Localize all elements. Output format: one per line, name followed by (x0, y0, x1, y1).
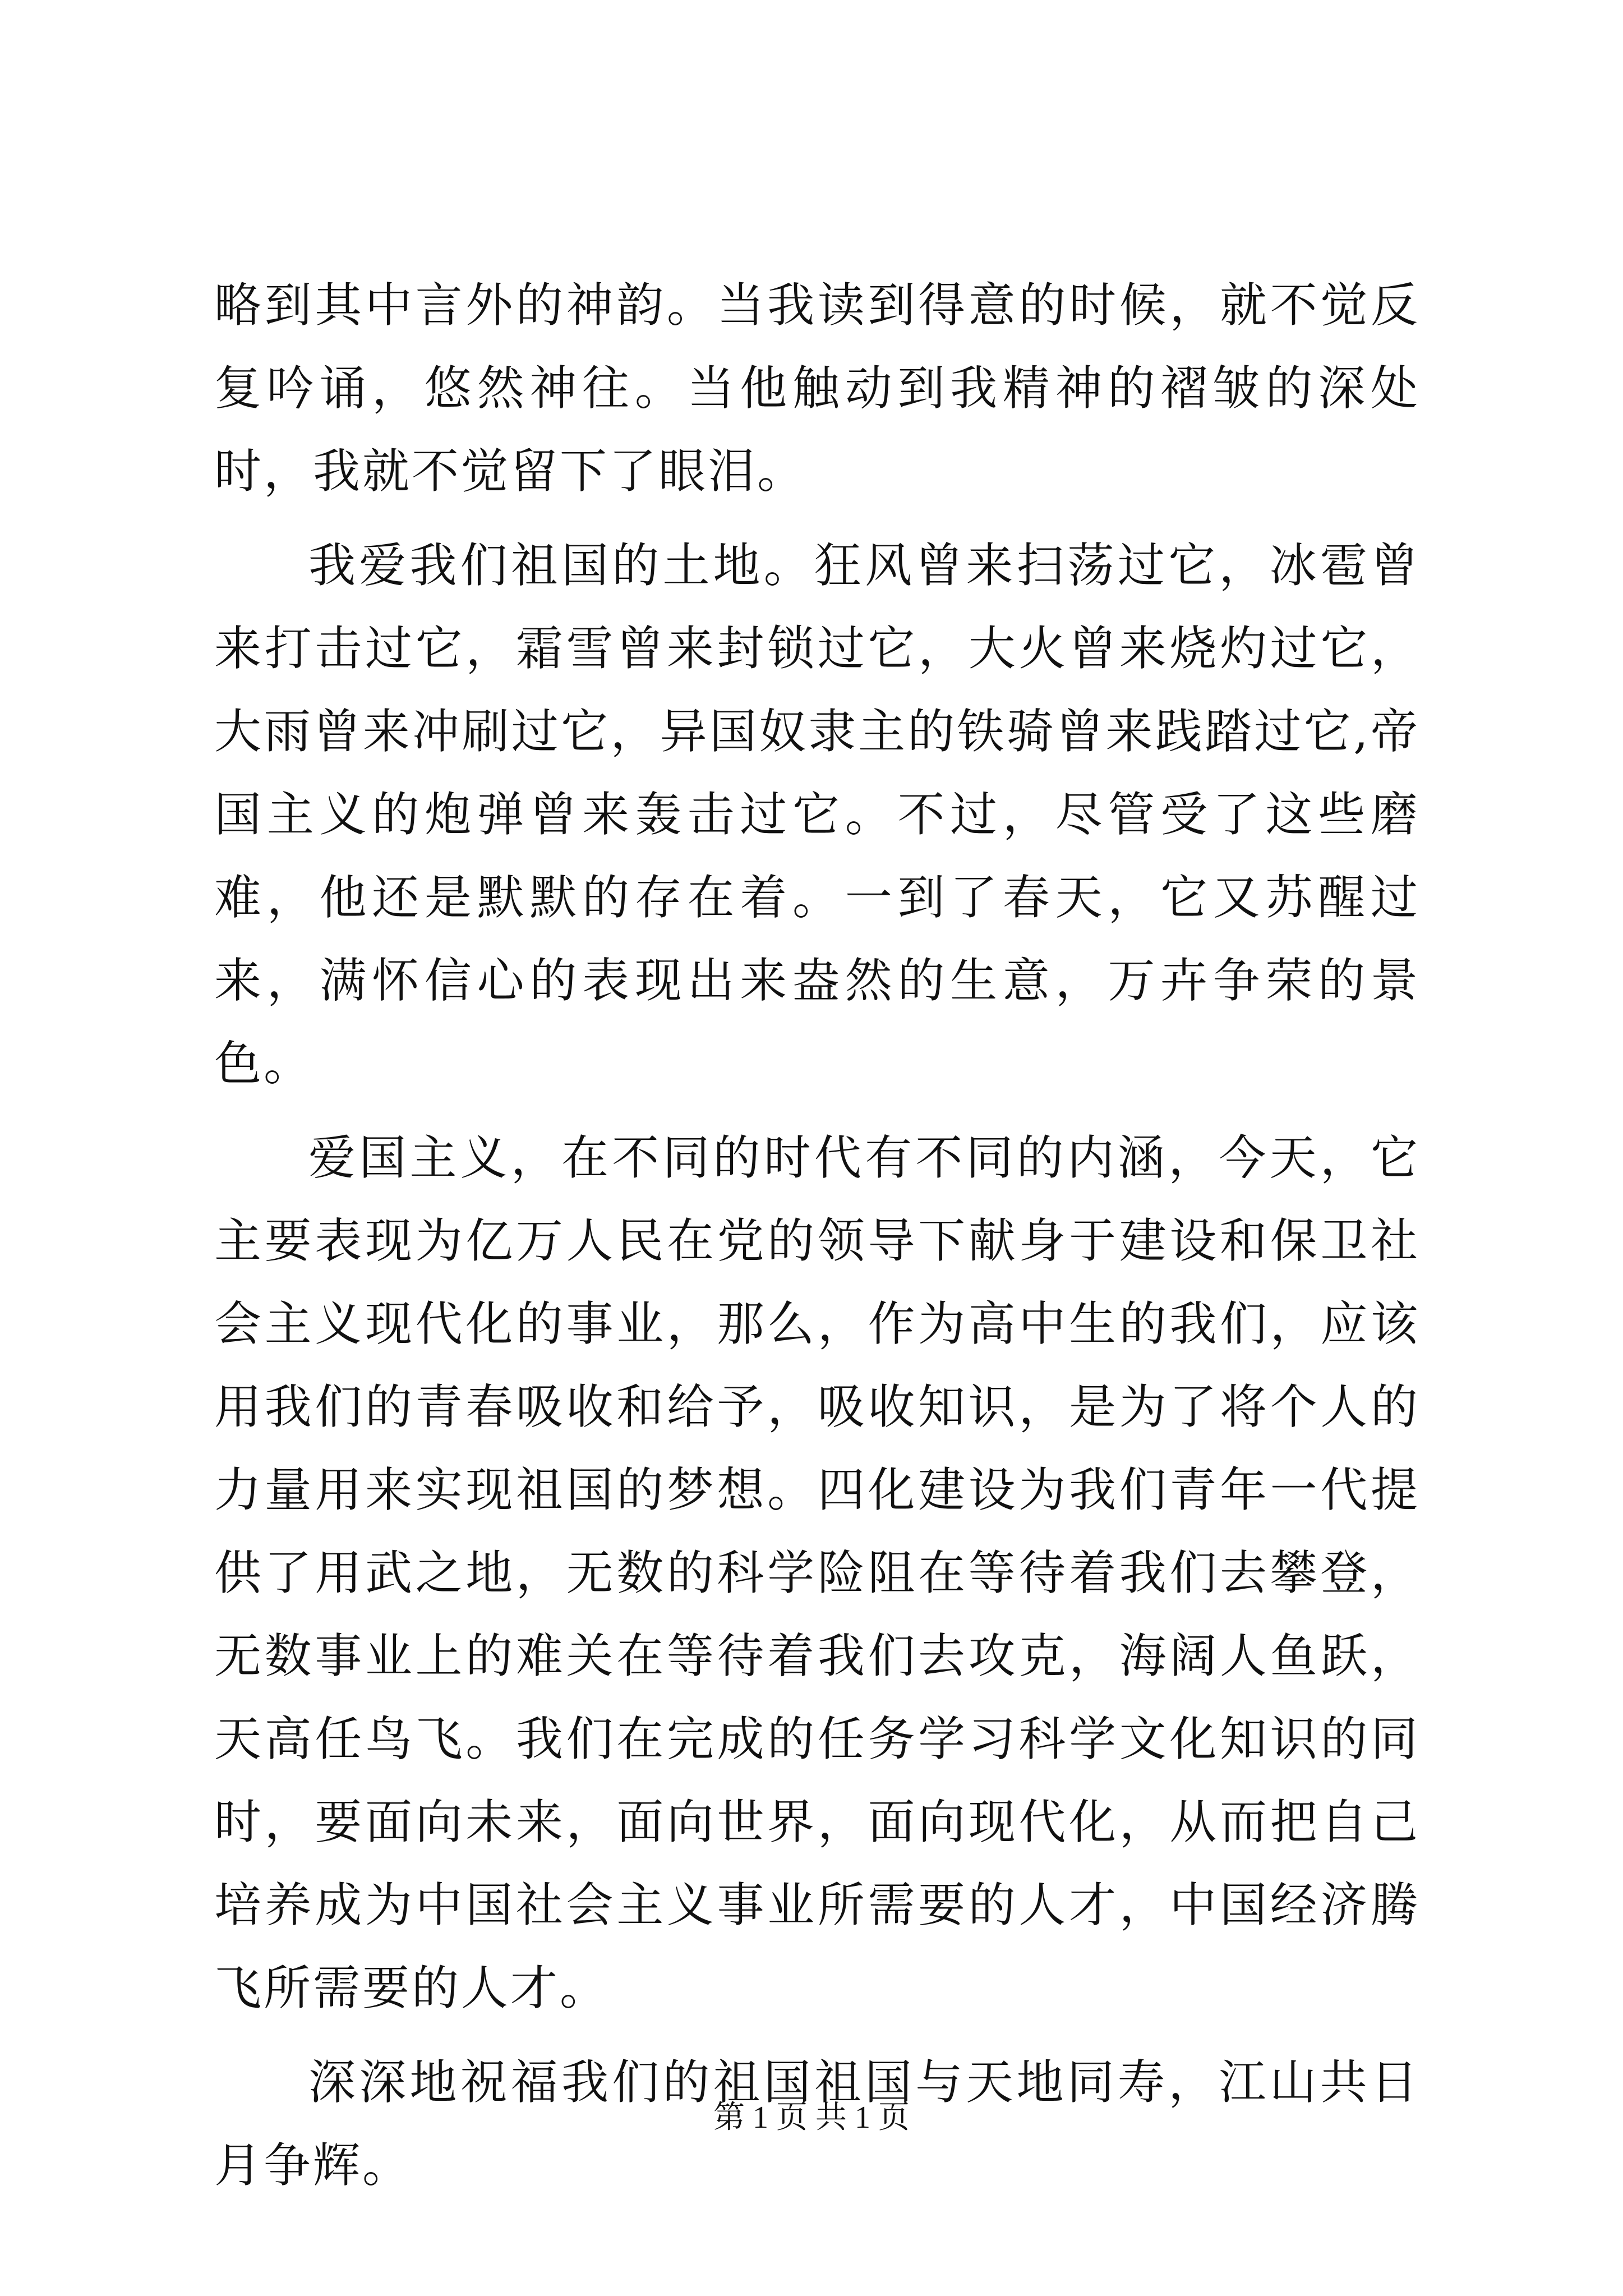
paragraph-continuation: 略到其中言外的神韵。当我读到得意的时候，就不觉反复吟诵，悠然神往。当他触动到我精神的褶皱的深处时，我就不觉留下了眼泪。 (214, 278, 1420, 499)
document-body (214, 264, 1420, 2207)
page-number-footer: 第 1 页 共 1 页 (713, 2100, 910, 2135)
paragraph-patriotism: 爱国主义，在不同的时代有不同的内涵，今天，它主要表现为亿万人民在党的领导下献身于建设和保卫社会主义现代化的事业，那么，作为高中生的我们，应该用我们的青春吸收和给予，吸收知识，是为了将个人的力量用来实现祖国的梦想。四化建设为我们青年一代提供了用武之地，无数的科学险阻在等待着我们去攀登，无数事业上的难关在等待着我们去攻克，海阔人鱼跃，天高任鸟飞。我们在完成的任务学习科学文化知识的同时，要面向未来，面向世界，面向现代化，从而把自己培养成为中国社会主义事业所需要的人才，中国经济腾飞所需要的人才。 (214, 1130, 1420, 2016)
paragraph-land: 我爱我们祖国的土地。狂风曾来扫荡过它，冰雹曾来打击过它，霜雪曾来封锁过它，大火曾来烧灼过它，大雨曾来冲刷过它，异国奴隶主的铁骑曾来践踏过它,帝国主义的炮弹曾来轰击过它。不过，尽管受了这些磨难，他还是默默的存在着。一到了春天，它又苏醒过来，满怀信心的表现出来盎然的生意，万卉争荣的景色。 (214, 538, 1420, 1091)
paragraph-blessing: 深深地祝福我们的祖国祖国与天地同寿，江山共日月争辉。 (214, 2055, 1420, 2193)
